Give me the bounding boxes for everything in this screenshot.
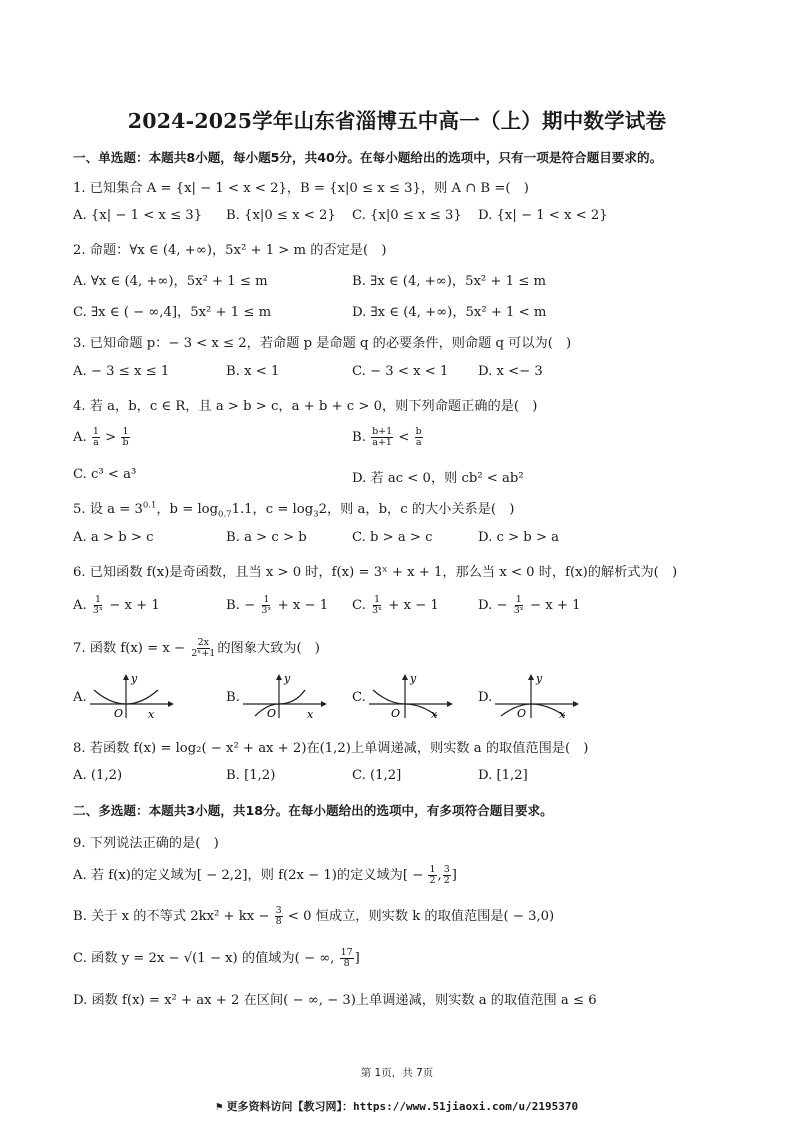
question-7-stem: 7. 函数 f(x) = x − $\frac{2x}{\text{2ˣ+1}}$ 的图象大致为( ) xyxy=(73,637,320,659)
x-axis-label: x xyxy=(559,708,566,719)
q7-option-d-label: D. xyxy=(478,690,493,705)
resource-banner[interactable] xyxy=(0,1098,794,1114)
q9-option-c: C. 函数 y = 2x − √(1 − x) 的值域为( − ∞, $\frac{17}{8}$ ] xyxy=(73,947,360,969)
question-6-stem: 6. 已知函数 f(x)是奇函数，且当 x > 0 时，f(x) = 3ˣ + x + 1，那么当 x < 0 时，f(x)的解析式为( ) xyxy=(73,565,678,580)
section-heading-multiple-choice: 二、多选题：本题共3小题，共18分。在每小题给出的选项中，有多项符合题目要求。 xyxy=(73,803,553,818)
fraction: $\frac{1}{\text{3ˣ}}$ xyxy=(92,594,103,616)
q8-option-b: B. [1,2) xyxy=(226,768,276,783)
page-footer: 第 1页，共 7页 xyxy=(360,1067,434,1079)
q7-option-b-label: B. xyxy=(226,690,240,705)
q7-graph-d xyxy=(493,674,588,719)
q6-option-c: C. $\frac{1}{\text{3ˣ}}$ + x − 1 xyxy=(352,594,439,616)
x-axis-label: x xyxy=(307,708,314,719)
fraction: $\frac{3}{8}$ xyxy=(275,905,282,927)
q2-option-a: A. ∀x ∈ (4, +∞)，5x² + 1 ≤ m xyxy=(73,274,268,289)
question-9-stem: 9. 下列说法正确的是( ) xyxy=(73,836,219,851)
fraction: $\frac{b}{a}$ xyxy=(415,426,422,448)
fraction: $\frac{1}{a}$ xyxy=(92,426,99,448)
section-heading-single-choice: 一、单选题：本题共8小题，每小题5分，共40分。在每小题给出的选项中，只有一项是符合题目要求的。 xyxy=(73,150,663,165)
q6-option-b: B. − $\frac{1}{\text{3ˣ}}$ + x − 1 xyxy=(226,594,329,616)
q9-option-b: B. 关于 x 的不等式 2kx² + kx − $\frac{3}{8}$ < 0 恒成立，则实数 k 的取值范围是( − 3,0) xyxy=(73,905,555,927)
q8-option-a: A. (1,2) xyxy=(73,768,123,783)
q4-option-d: D. 若 ac < 0，则 cb² < ab² xyxy=(352,471,524,486)
question-8-stem: 8. 若函数 f(x) = log₂( − x² + ax + 2)在(1,2)上单调递减，则实数 a 的取值范围是( ) xyxy=(73,741,589,756)
q4-option-a: A. $\frac{1}{a}$ > $\frac{1}{b}$ xyxy=(73,426,129,448)
y-axis-label: y xyxy=(536,674,543,685)
q1-option-d: D. {x| − 1 < x < 2} xyxy=(478,208,608,223)
q8-option-c: C. (1,2] xyxy=(352,768,402,783)
q5-option-a: A. a > b > c xyxy=(73,530,154,545)
q1-option-b: B. {x|0 ≤ x < 2} xyxy=(226,208,336,223)
page-title: 2024-2025学年山东省淄博五中高一（上）期中数学试卷 xyxy=(127,109,667,133)
x-axis-label: x xyxy=(148,708,155,719)
question-2-stem: 2. 命题：∀x ∈ (4, +∞)，5x² + 1 > m 的否定是( ) xyxy=(73,243,387,258)
q6-option-d: D. − $\frac{1}{\text{3ˣ}}$ − x + 1 xyxy=(478,594,581,616)
q3-option-a: A. − 3 ≤ x ≤ 1 xyxy=(73,364,170,379)
fraction: $\frac{b+1}{a+1}$ xyxy=(372,426,393,448)
q3-option-c: C. − 3 < x < 1 xyxy=(352,364,449,379)
banner-link-text[interactable]: 更多资料访问【教习网】：https://www.51jiaoxi.com/u/2195370 xyxy=(226,1100,579,1113)
q9-option-a: A. 若 f(x)的定义域为[ − 2,2]，则 f(2x − 1)的定义域为[ − $\frac{1}{2}$ , $\frac{3}{2}$ ] xyxy=(73,864,457,886)
fraction: $\frac{1}{\text{3ˣ}}$ xyxy=(513,594,524,616)
origin-label: O xyxy=(114,707,124,719)
origin-label: O xyxy=(267,707,277,719)
origin-label: O xyxy=(391,707,401,719)
fraction: $\frac{1}{2}$ xyxy=(429,864,436,886)
question-5-stem: 5. 设 $a = 3^{0.1}$，$b = \log_{0.7}1.1$，$c = \log_32$，则 a，b，c 的大小关系是( ) xyxy=(73,500,515,520)
q2-option-b: B. ∃x ∈ (4, +∞)，5x² + 1 ≤ m xyxy=(352,274,546,289)
fraction: $\frac{2x}{\text{2ˣ+1}}$ xyxy=(191,637,216,659)
q3-option-b: B. x < 1 xyxy=(226,364,280,379)
fraction: $\frac{1}{\text{3ˣ}}$ xyxy=(261,594,272,616)
fraction: $\frac{3}{2}$ xyxy=(443,864,450,886)
fraction: $\frac{17}{8}$ xyxy=(340,947,353,969)
q7-option-a-label: A. xyxy=(73,690,87,705)
x-axis-label: x xyxy=(431,708,438,719)
q7-graph-c xyxy=(367,674,462,719)
y-axis-label: y xyxy=(131,674,138,685)
q1-option-a: A. {x| − 1 < x ≤ 3} xyxy=(73,208,203,223)
q7-graph-b xyxy=(241,674,336,719)
q7-option-c-label: C. xyxy=(352,690,366,705)
y-axis-label: y xyxy=(410,674,417,685)
q2-option-c: C. ∃x ∈ ( − ∞,4]，5x² + 1 ≤ m xyxy=(73,305,272,320)
origin-label: O xyxy=(517,707,527,719)
fraction: $\frac{1}{b}$ xyxy=(122,426,129,448)
question-4-stem: 4. 若 a，b，c ∈ R，且 a > b > c，a + b + c > 0，则下列命题正确的是( ) xyxy=(73,399,538,414)
q8-option-d: D. [1,2] xyxy=(478,768,528,783)
q4-option-b: B. $\frac{b+1}{a+1}$ < $\frac{b}{a}$ xyxy=(352,426,422,448)
q2-option-d: D. ∃x ∈ (4, +∞)，5x² + 1 < m xyxy=(352,305,547,320)
q9-option-d: D. 函数 f(x) = x² + ax + 2 在区间( − ∞, − 3)上单调递减，则实数 a 的取值范围 a ≤ 6 xyxy=(73,993,597,1008)
q6-option-a: A. $\frac{1}{\text{3ˣ}}$ − x + 1 xyxy=(73,594,160,616)
q1-option-c: C. {x|0 ≤ x ≤ 3} xyxy=(352,208,462,223)
q5-option-c: C. b > a > c xyxy=(352,530,433,545)
q4-option-c: C. c³ < a³ xyxy=(73,467,137,482)
q7-graph-a xyxy=(88,674,183,719)
y-axis-label: y xyxy=(284,674,291,685)
question-1-stem: 1. 已知集合 A = {x| − 1 < x < 2}，B = {x|0 ≤ x ≤ 3}，则 A ∩ B =( ) xyxy=(73,181,529,196)
fraction: $\frac{1}{\text{3ˣ}}$ xyxy=(372,594,383,616)
q5-option-b: B. a > c > b xyxy=(226,530,307,545)
flag-icon: ⚑ xyxy=(215,1100,223,1113)
question-3-stem: 3. 已知命题 p：− 3 < x ≤ 2，若命题 p 是命题 q 的必要条件，则命题 q 可以为( ) xyxy=(73,336,572,351)
q5-option-d: D. c > b > a xyxy=(478,530,560,545)
q3-option-d: D. x <− 3 xyxy=(478,364,543,379)
